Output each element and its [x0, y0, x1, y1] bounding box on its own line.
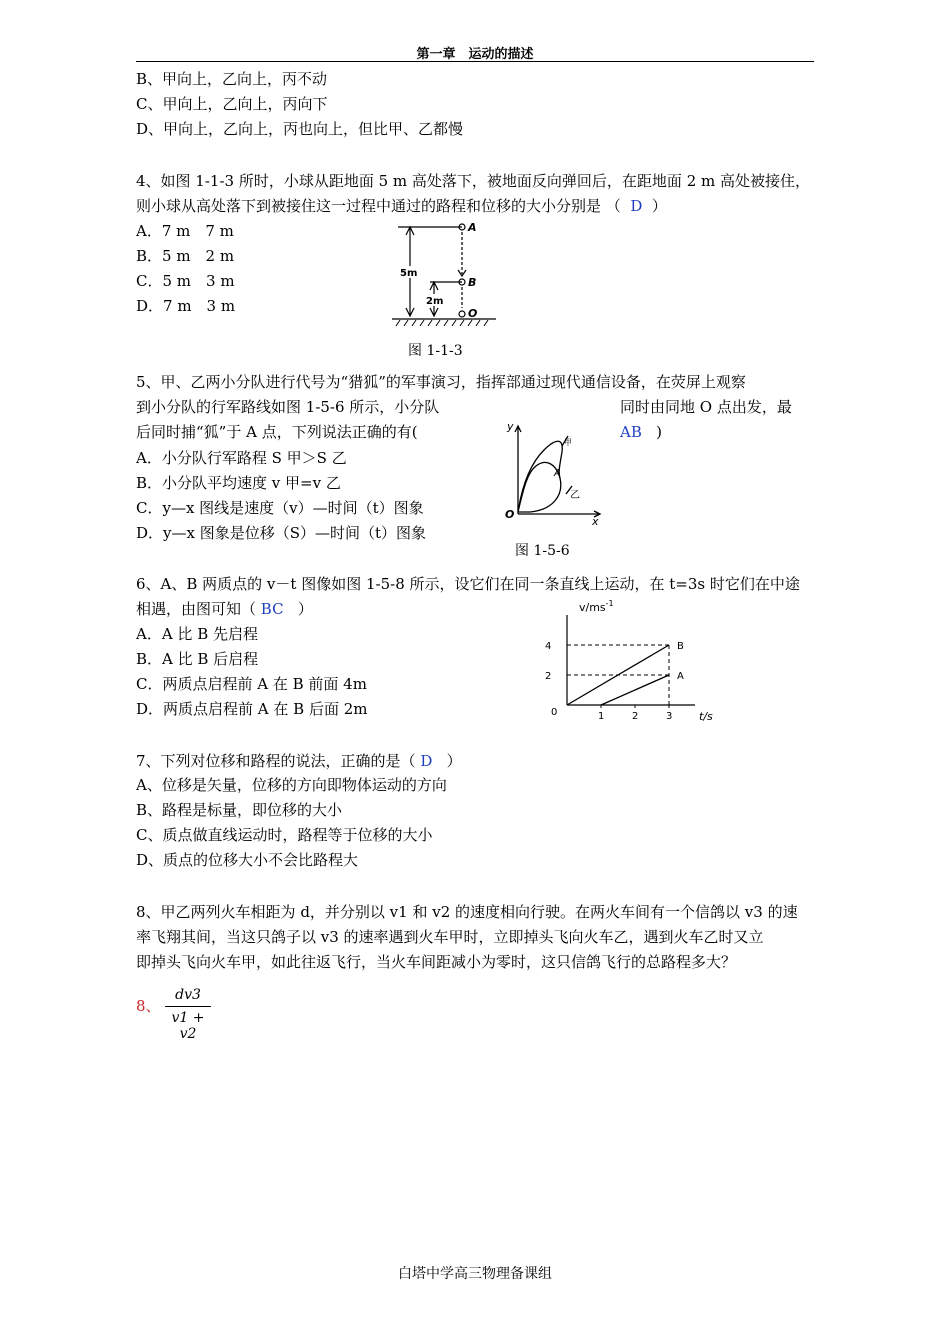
q8-answer-label: 8、 — [136, 997, 161, 1015]
q5-answer-line: AB ) — [620, 423, 663, 441]
q6-text-line1: 6、A、B 两质点的 v－t 图像如图 1-5-8 所示，设它们在同一条直线上运动，在 t=3s 时它们在中途 — [136, 575, 800, 593]
q4-text-line1: 4、如图 1-1-3 所时，小球从距地面 5 m 高处落下，被地面反向弹回后，在距地面 2 m 高处被接住， — [136, 172, 810, 190]
fig156-label-jia: 甲 — [564, 438, 572, 447]
q7-option-b: B、路程是标量，即位移的大小 — [136, 801, 343, 819]
q4-option-a: A．7 m 7 m — [136, 222, 234, 240]
q5-answer: AB — [620, 423, 642, 441]
q6-option-b: B．A 比 B 后启程 — [136, 650, 259, 668]
q5-text-line3: 后同时捕“狐”于 A 点，下列说法正确的有( — [136, 423, 418, 441]
fig156-label-x: x — [592, 515, 599, 528]
q3-option-d: D、甲向上，乙向上，丙也向上，但比甲、乙都慢 — [136, 120, 464, 138]
q5-text-line1: 5、甲、乙两小分队进行代号为“猎狐”的军事演习，指挥部通过现代通信设备，在荧屏上观察 — [136, 373, 746, 391]
q7-option-d: D、质点的位移大小不会比路程大 — [136, 851, 359, 869]
q7-option-a: A、位移是矢量，位移的方向即物体运动的方向 — [136, 776, 447, 794]
q6-answer: BC — [260, 600, 284, 618]
vt-ytick-label-4: 4 — [545, 641, 552, 652]
fig156-label-y: y — [507, 420, 514, 433]
q7-text-line1: 7、下列对位移和路程的说法，正确的是（ D ） — [136, 752, 462, 770]
page-header-title: 第一章 运动的描述 — [416, 47, 534, 62]
q6-option-d: D．两质点启程前 A 在 B 后面 2m — [136, 700, 368, 718]
fig113-label-5m: 5m — [400, 268, 418, 279]
q5-text-line2-right: 同时由同地 O 点出发，最 — [620, 398, 792, 416]
figure-1-5-6 — [500, 416, 610, 528]
q4-option-b: B．5 m 2 m — [136, 247, 235, 265]
figure-1-1-3 — [390, 218, 500, 328]
q5-option-d: D．y—x 图象是位移（S）—时间（t）图象 — [136, 524, 427, 542]
q8-text-line2: 率飞翔其间，当这只鸽子以 v3 的速率遇到火车甲时，立即掉头飞向火车乙，遇到火车乙时又立 — [136, 928, 764, 946]
fig113-point-a: A — [468, 221, 477, 234]
fig156-label-a: A — [554, 468, 561, 479]
q8-text-line3: 即掉头飞向火车甲，如此往返飞行，当火车间距减小为零时，这只信鸽飞行的总路程多大？ — [136, 953, 737, 971]
fig113-label-2m: 2m — [426, 296, 444, 307]
q5-text-line2-left: 到小分队的行军路线如图 1-5-6 所示，小分队 — [136, 398, 440, 416]
fig113-caption: 图 1-1-3 — [408, 343, 463, 359]
fig113-point-o: O — [468, 307, 478, 320]
figure-1-5-8-vt-chart — [535, 597, 725, 727]
vt-origin-label: 0 — [551, 707, 558, 718]
q6-text-line2: 相遇，由图可知（ BC ） — [136, 600, 313, 618]
vt-xlabel: t/s — [699, 710, 713, 723]
q8-answer-denominator: v1 + v2 — [171, 1010, 205, 1042]
q4-answer: D — [630, 197, 643, 215]
q4-option-d: D．7 m 3 m — [136, 297, 236, 315]
fig156-label-yi: 乙 — [570, 490, 580, 501]
q6-option-a: A．A 比 B 先启程 — [136, 625, 258, 643]
vt-xtick-label-2: 2 — [632, 711, 639, 722]
q7-option-c: C、质点做直线运动时，路程等于位移的大小 — [136, 826, 433, 844]
q3-option-c: C、甲向上，乙向上，丙向下 — [136, 95, 328, 113]
q4-option-c: C．5 m 3 m — [136, 272, 235, 290]
q8-answer-fraction — [165, 987, 211, 1042]
fig113-point-b: B — [468, 276, 477, 289]
vt-ytick-label-2: 2 — [545, 671, 552, 682]
q7-answer: D — [420, 752, 433, 770]
q5-option-c: C．y—x 图线是速度（v）—时间（t）图象 — [136, 499, 424, 517]
page-footer: 白塔中学高三物理备课组 — [398, 1266, 552, 1282]
fig156-caption: 图 1-5-6 — [515, 543, 570, 559]
q6-option-c: C．两质点启程前 A 在 B 前面 4m — [136, 675, 367, 693]
vt-ylabel: $v/ms^{-1}$ — [579, 599, 614, 614]
fig156-label-o: O — [505, 508, 515, 521]
q3-option-b: B、甲向上，乙向上，丙不动 — [136, 70, 328, 88]
q5-option-a: A．小分队行军路程 S 甲＞S 乙 — [136, 449, 347, 467]
q5-option-b: B．小分队平均速度 v 甲=v 乙 — [136, 474, 341, 492]
q8-answer-numerator: dv3 — [165, 987, 211, 1007]
vt-series-label-B: B — [677, 641, 684, 652]
vt-xtick-label-1: 1 — [598, 711, 605, 722]
q8-text-line1: 8、甲乙两列火车相距为 d，并分别以 v1 和 v2 的速度相向行驶。在两火车间有一个信鸽以 v3 的速 — [136, 903, 798, 921]
header-rule — [136, 61, 814, 62]
vt-xtick-label-3: 3 — [666, 711, 673, 722]
q4-text-line2: 则小球从高处落下到被接住这一过程中通过的路程和位移的大小分别是 （ D ） — [136, 197, 667, 215]
vt-series-label-A: A — [677, 671, 684, 682]
